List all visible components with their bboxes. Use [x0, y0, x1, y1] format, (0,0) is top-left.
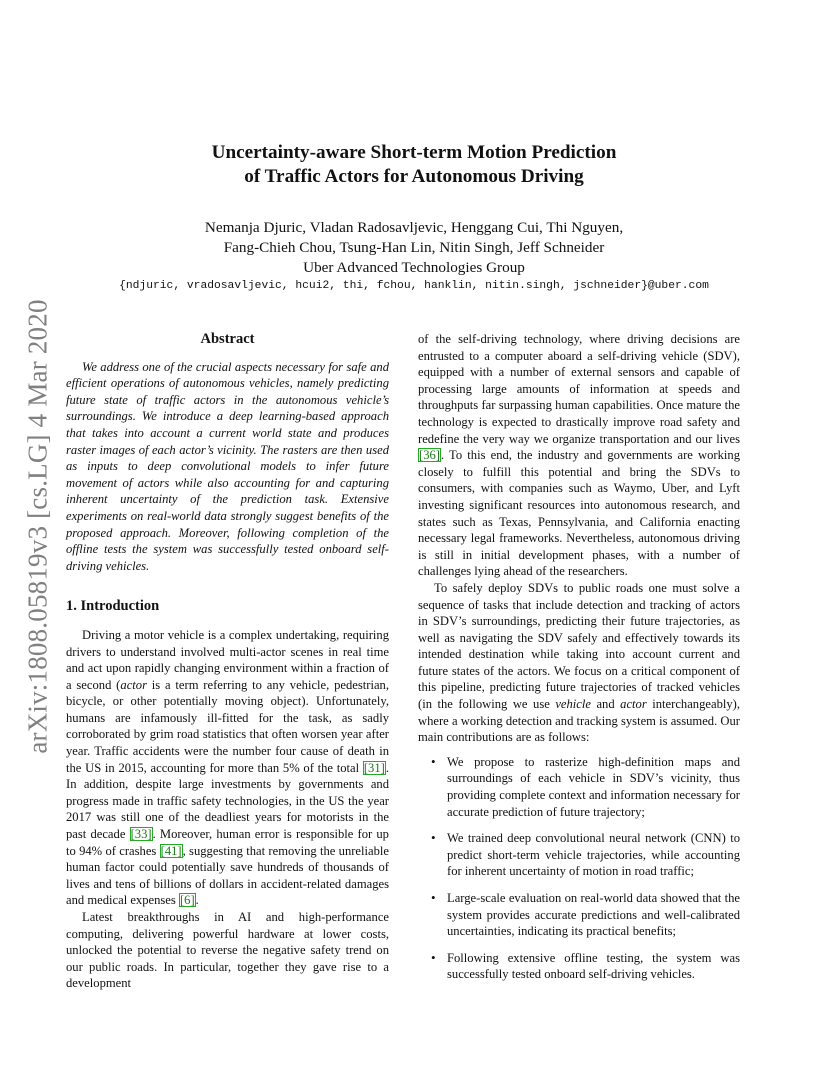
contribution-item: • Following extensive offline testing, the system was successfully tested onboard self-driving vehicles.	[418, 950, 740, 983]
arxiv-identifier: arXiv:1808.05819v3 [cs.LG] 4 Mar 2020	[22, 298, 53, 754]
abstract-text: We address one of the crucial aspects necessary for safe and efficient operations of autonomous vehicles, namely predicting future state of traffic actors in the autonomous vehicle’s surroundings. We introduce a deep learning-based approach that takes into account a current world state and produces raster images of each actor’s vicinity. The rasters are then used as inputs to deep convolutional models to infer future movement of actors while also accounting for and capturing inherent uncertainty of the prediction task. Extensive experiments on real-world data strongly suggest benefits of the proposed approach. Moreover, following completion of the offline tests the system was successfully tested onboard self-driving vehicles.	[66, 359, 389, 573]
left-column	[66, 331, 389, 992]
citation-link[interactable]: [6]	[179, 893, 195, 908]
emphasis-actor: actor	[620, 697, 647, 712]
contribution-item: • We trained deep convolutional neural network (CNN) to predict short-term vehicle trajectories, while accounting for inherent uncertainty of motion in road traffic;	[418, 830, 740, 880]
text-run: of the self-driving technology, where driving decisions are entrusted to a computer aboard a self-driving vehicle (SDV), equipped with a number of external sensors and capable of processing large amounts of information at speeds and throughputs far surpassing human capabilities. Once mature the technology is expected to drastically improve road safety and redefine the very way we organize transportation and our lives	[418, 332, 740, 446]
author-line-1: Nemanja Djuric, Vladan Radosavljevic, Henggang Cui, Thi Nguyen,	[204, 219, 624, 236]
affiliation: Uber Advanced Technologies Group	[303, 259, 525, 276]
intro-paragraph-3	[418, 580, 740, 746]
author-emails: {ndjuric, vradosavljevic, hcui2, thi, fchou, hanklin, nitin.singh, jschneider}@uber.com	[119, 280, 709, 292]
contribution-item: • We propose to rasterize high-definition maps and surroundings of each vehicle in SDV’s vicinity, thus providing complete context and information necessary for accurate prediction of future trajectory;	[418, 754, 740, 820]
intro-paragraph-2: Latest breakthroughs in AI and high-performance computing, delivering powerful hardware at lower costs, unlocked the potential to reverse the negative safety trend on our public roads. In particular, together they gave rise to a development	[66, 910, 389, 991]
text-run: , suggesting that removing the unreliable human factor could potentially save hundreds of thousands of lives and tens of billions of dollars in accident-related damages and medical expenses	[66, 843, 389, 908]
title-line-2: of Traffic Actors for Autonomous Driving	[244, 166, 584, 187]
citation-link[interactable]: [36]	[419, 448, 440, 463]
author-block	[0, 218, 828, 278]
abstract-heading: Abstract	[200, 331, 255, 347]
emphasis-vehicle: vehicle	[555, 697, 591, 712]
text-run: Driving a motor vehicle is a complex undertaking, requiring drivers to understand involved multi-actor scenes in real time and act upon rapidly changing environment within a fraction of a second (	[66, 627, 389, 692]
text-run: To safely deploy SDVs to public roads one must solve a sequence of tasks that include detection and tracking of actors in SDV’s surroundings, predicting their future trajectories, as well as navigating the SDV safely and effectively towards its intended destination while taking into account current and future states of the actors. We focus on a critical component of this pipeline, predicting future trajectories of tracked vehicles (in the following we use	[418, 580, 740, 712]
text-run: and	[590, 697, 621, 712]
citation-link[interactable]: [33]	[130, 827, 152, 842]
text-run: . Moreover, human error is responsible for up to 94% of crashes	[66, 827, 389, 858]
intro-paragraph-1	[66, 627, 389, 909]
emphasis-actor: actor	[120, 677, 147, 692]
contributions-list	[418, 754, 740, 983]
citation-link[interactable]: [41]	[160, 843, 182, 858]
intro-paragraph-2-continued	[418, 331, 740, 580]
introduction-heading: 1. Introduction	[66, 598, 160, 615]
paper-title	[0, 141, 828, 189]
author-line-2: Fang-Chieh Chou, Tsung-Han Lin, Nitin Singh, Jeff Schneider	[223, 239, 605, 256]
right-column	[418, 331, 740, 993]
text-run: .	[195, 893, 199, 908]
arxiv-identifier-stamp	[14, 292, 62, 760]
title-line-1: Uncertainty-aware Short-term Motion Prediction	[211, 142, 617, 163]
citation-link[interactable]: [31]	[363, 760, 385, 775]
text-run: is a term referring to any vehicle, pedestrian, bicycle, or other potentially moving object). Unfortunately, humans are infamously ill-fitted for the task, as sadly corroborated by grim road statistics that often worsen year after year. Traffic accidents were the number four cause of death in the US in 2015, accounting for more than 5% of the total	[66, 677, 389, 775]
contribution-item: • Large-scale evaluation on real-world data showed that the system provides accurate predictions and well-calibrated uncertainties, indicating its practical benefits;	[418, 890, 740, 940]
text-run: interchangeably), where a working detection and tracking system is assumed. Our main contributions are as follows:	[418, 697, 741, 745]
text-run: . To this end, the industry and governments are working closely to fulfill this potential and bring the SDVs to consumers, with companies such as Waymo, Uber, and Lyft investing significant resources into autonomous research, and states such as Texas, Pennsylvania, and California enacting necessary legal frameworks. Nevertheless, autonomous driving is still in initial development phases, with a number of challenges lying ahead of the researchers.	[418, 448, 740, 579]
text-run: . In addition, despite large investments by governments and progress made in traffic safety technologies, in the US the year 2017 was still one of the deadliest years for motorists in the past decade	[66, 760, 389, 842]
